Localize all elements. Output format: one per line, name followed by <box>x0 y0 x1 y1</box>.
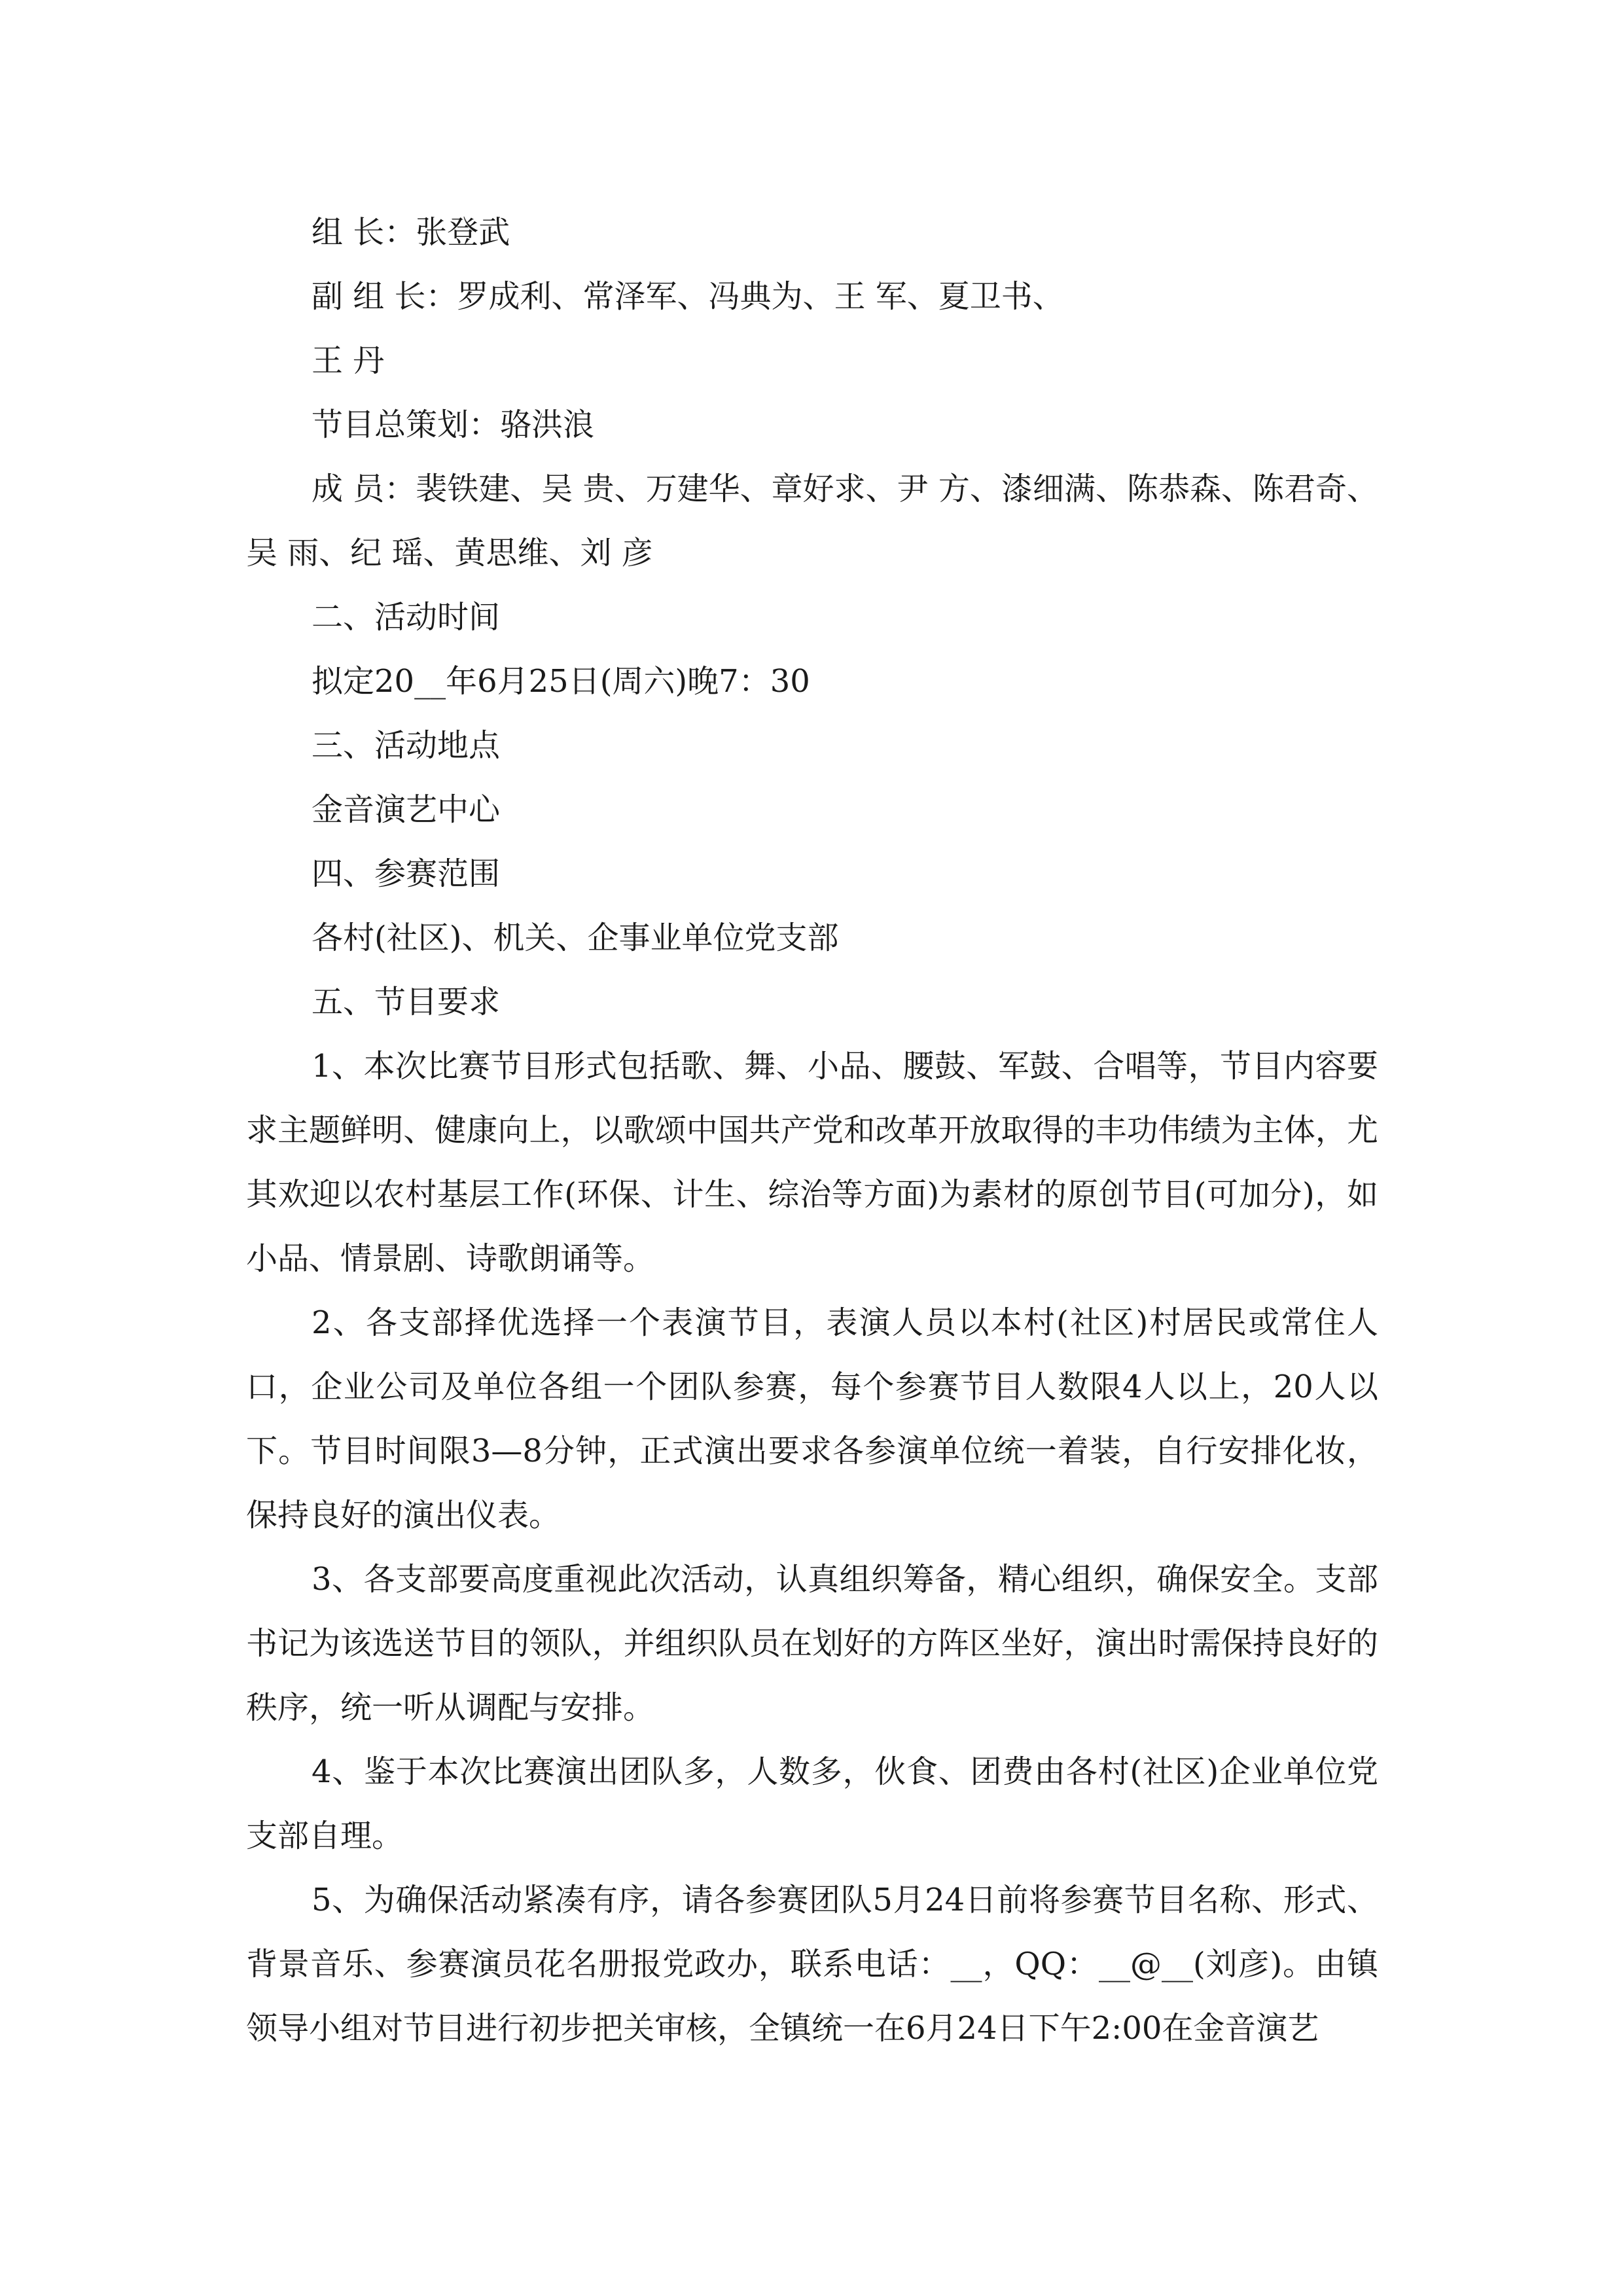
requirement-4: 4、鉴于本次比赛演出团队多，人数多，伙食、团费由各村(社区)企业单位党支部自理。 <box>246 1753 1378 1854</box>
section-3-heading: 三、活动地点 <box>312 727 501 764</box>
requirement-5: 5、为确保活动紧凑有序，请各参赛团队5月24日前将参赛节目名称、形式、背景音乐、参赛演员花名册报党政办，联系电话：__，QQ：__@__(刘彦)。由镇领导小组对节目进行初步把关审核，全镇统一在6月24日下午2:00在金音演艺 <box>246 1882 1378 2047</box>
planner-line: 节目总策划：骆洪浪 <box>312 406 595 443</box>
section-4-text: 各村(社区)、机关、企事业单位党支部 <box>312 920 839 956</box>
section-3-text: 金音演艺中心 <box>312 791 501 828</box>
deputy-line-1: 副 组 长：罗成利、常泽军、冯典为、王 军、夏卫书、 <box>312 278 1064 315</box>
requirement-2: 2、各支部择优选择一个表演节目，表演人员以本村(社区)村居民或常住人口，企业公司及单位各组一个团队参赛，每个参赛节目人数限4人以上，20人以下。节目时间限3—8分钟，正式演出要求各参演单位统一着装，自行安排化妆，保持良好的演出仪表。 <box>246 1304 1378 1534</box>
section-5-heading: 五、节目要求 <box>312 984 501 1020</box>
members-paragraph: 成 员：裴铁建、吴 贵、万建华、章好求、尹 方、漆细满、陈恭森、陈君奇、吴 雨、纪 瑶、黄思维、刘 彦 <box>246 471 1378 571</box>
requirement-3: 3、各支部要高度重视此次活动，认真组织筹备，精心组织，确保安全。支部书记为该选送节目的领队，并组织队员在划好的方阵区坐好，演出时需保持良好的秩序，统一听从调配与安排。 <box>246 1561 1378 1726</box>
requirement-1: 1、本次比赛节目形式包括歌、舞、小品、腰鼓、军鼓、合唱等，节目内容要求主题鲜明、健康向上，以歌颂中国共产党和改革开放取得的丰功伟绩为主体，尤其欢迎以农村基层工作(环保、计生、综治等方面)为素材的原创节目(可加分)，如小品、情景剧、诗歌朗诵等。 <box>246 1048 1378 1277</box>
leader-line: 组 长：张登武 <box>312 214 510 251</box>
section-2-text: 拟定20__年6月25日(周六)晚7：30 <box>312 663 810 700</box>
section-2-heading: 二、活动时间 <box>312 599 501 636</box>
deputy-line-2: 王 丹 <box>312 342 385 379</box>
section-4-heading: 四、参赛范围 <box>312 855 501 892</box>
document-body <box>246 200 1378 2060</box>
